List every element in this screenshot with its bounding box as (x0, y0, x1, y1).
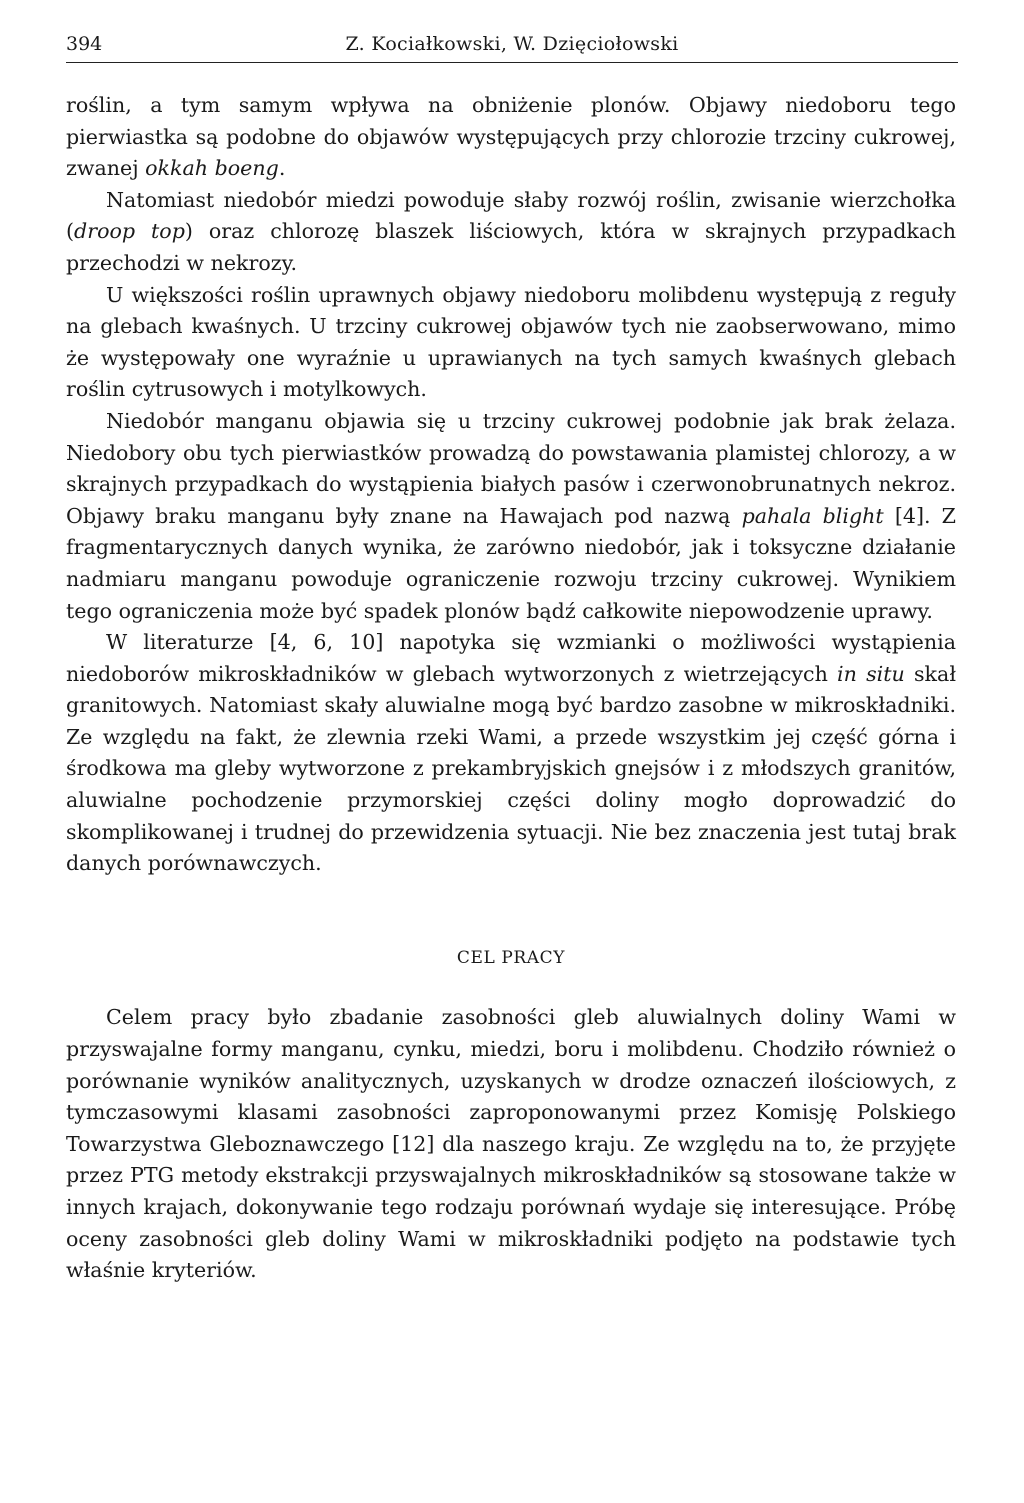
text-segment: Natomiast niedobór miedzi powoduje słaby rozwój roślin, zwisanie wierzchołka ( (66, 187, 956, 244)
section-heading: CEL PRACY (456, 947, 566, 968)
paragraph (66, 90, 956, 185)
text-segment: . (278, 156, 286, 181)
text-segment: ) oraz chlorozę blaszek liściowych, która w skrajnych przypadkach przechodzi w nekrozy. (66, 219, 956, 275)
italic-term: okkah boeng (145, 156, 279, 181)
paragraph (66, 627, 956, 880)
paragraph (66, 280, 956, 406)
running-header (66, 30, 958, 63)
body-text (66, 90, 956, 1287)
text-segment: skał granitowych. Natomiast skały aluwialne mogą być bardzo zasobne w mikroskładniki. Ze względu na fakt, że zlewnia rzeki Wami, a przede wszystkim jej część górna i środkowa ma gleby wytworzone z prekambryjskich gnejsów i z młodszych granitów, aluwialne pochodzenie przymorskiej części doliny mogło doprowadzić do skomplikowanej i trudnej do przewidzenia sytuacji. Nie bez znaczenia jest tutaj brak danych porównawczych. (66, 661, 956, 876)
text-segment: W literaturze [4, 6, 10] napotyka się wzmianki o możliwości wystąpienia niedoborów mikroskładników w glebach wytworzonych z wietrzejących (66, 630, 956, 686)
paragraph (66, 1002, 956, 1286)
text-segment: roślin, a tym samym wpływa na obniżenie plonów. Objawy niedoboru tego pierwiastka są podobne do objawów występujących przy chlorozie trzciny cukrowej, zwanej (66, 93, 956, 181)
section-paragraphs (66, 1002, 956, 1286)
italic-term: droop top (74, 219, 185, 244)
paragraph (66, 406, 956, 627)
text-segment: Celem pracy było zbadanie zasobności gleb aluwialnych doliny Wami w przyswajalne formy manganu, cynku, miedzi, boru i molibdenu. Chodziło również o porównanie wyników analitycznych, uzyskanych w drodze oznaczeń ilościowych, z tymczasowymi klasami zasobności zaproponowanymi przez Komisję Polskiego Towarzystwa Gleboznawczego [12] dla naszego kraju. Ze względu na to, że przyjęte przez PTG metody ekstrakcji przyswajalnych mikroskładników są stosowane także w innych krajach, dokonywanie tego rodzaju porównań wydaje się interesujące. Próbę oceny zasobności gleb doliny Wami w mikroskładniki podjęto na podstawie tych właśnie kryteriów. (66, 1005, 956, 1283)
text-segment: [4]. Z fragmentarycznych danych wynika, że zarówno niedobór, jak i toksyczne działanie nadmiaru manganu powoduje ograniczenie rozwoju trzciny cukrowej. Wynikiem tego ograniczenia może być spadek plonów bądź całkowite niepowodzenie uprawy. (66, 503, 956, 623)
page-number: 394 (66, 33, 103, 55)
text-segment: Niedobór manganu objawia się u trzciny cukrowej podobnie jak brak żelaza. Niedobory obu tych pierwiastków prowadzą do powstawania plamistej chlorozy, a w skrajnych przypadkach do wystąpienia białych pasów i czerwonobrunatnych nekroz. Objawy braku manganu były znane na Hawajach pod nazwą (66, 408, 956, 528)
running-title: Z. Kociałkowski, W. Dzięciołowski (345, 33, 679, 55)
italic-term: in situ (837, 661, 905, 686)
text-segment: U większości roślin uprawnych objawy niedoboru molibdenu występują z reguły na glebach kwaśnych. U trzciny cukrowej objawów tych nie zaobserwowano, mimo że występowały one wyraźnie u uprawianych na tych samych kwaśnych glebach roślin cytrusowych i motylkowych. (66, 282, 956, 402)
paragraphs-before (66, 90, 956, 880)
italic-term: pahala blight (741, 503, 884, 528)
paragraph (66, 185, 956, 280)
